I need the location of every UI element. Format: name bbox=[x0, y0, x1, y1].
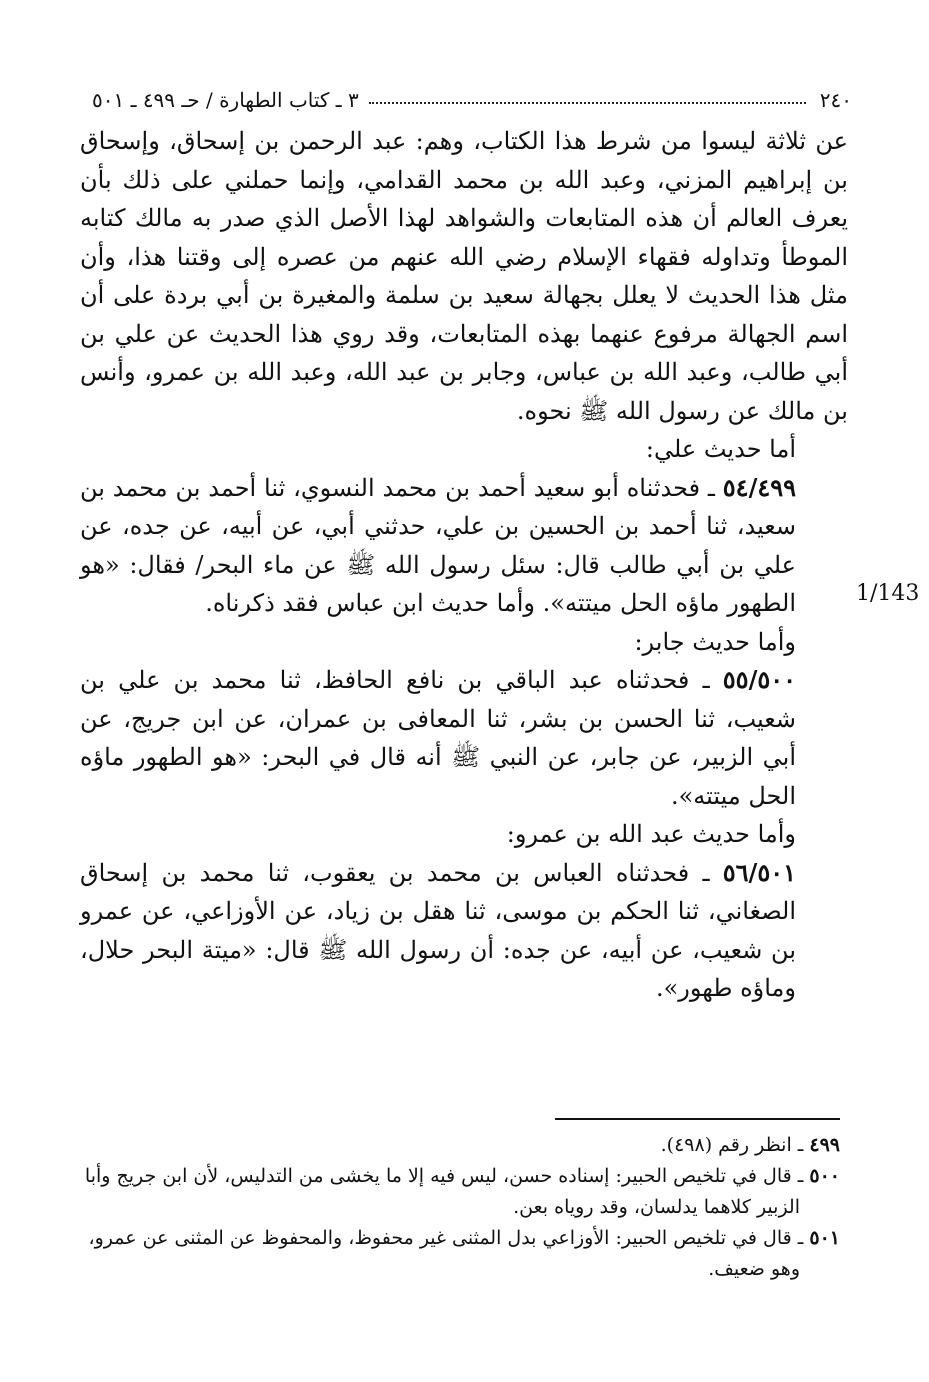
footnote-501-continued: وهو ضعيف. bbox=[708, 1258, 800, 1280]
hadith-500 bbox=[80, 661, 848, 815]
hadith-number-499: ٥٤/٤٩٩ bbox=[722, 472, 796, 502]
hadith-499 bbox=[80, 469, 848, 623]
footnotes bbox=[80, 1130, 840, 1285]
margin-manuscript-reference: 1/143 bbox=[856, 581, 920, 606]
main-text bbox=[80, 122, 848, 1008]
hadith-text-501: ـ فحدثناه العباس بن محمد بن يعقوب، ثنا محمد بن إسحاق الصغاني، ثنا الحكم بن موسى، ثنا هقل بن زياد، عن الأوزاعي، عن عمرو بن شعيب، عن أبيه، عن جده: أن رسول الله ﷺ قال: «ميتة البحر حلال، وماؤه طهور». bbox=[80, 858, 796, 1002]
running-title: ٣ ـ كتاب الطهارة / حـ ٤٩٩ ـ ٥٠١ bbox=[92, 88, 359, 112]
page-header bbox=[92, 78, 852, 112]
hadith-text-499: ـ فحدثناه أبو سعيد أحمد بن محمد النسوي، ثنا أحمد بن محمد بن سعيد، ثنا أحمد بن الحسين بن علي، حدثني أبي، عن أبيه، عن جده، عن علي بن أبي طالب قال: سئل رسول الله ﷺ عن ماء البحر/ فقال: «هو الطهور ماؤه الحل ميتته». وأما حديث ابن عباس فقد ذكرناه. bbox=[80, 473, 796, 617]
hadith-number-501: ٥٦/٥٠١ bbox=[722, 857, 796, 887]
footnote-499 bbox=[80, 1130, 840, 1161]
heading-hadith-ali: أما حديث علي: bbox=[645, 435, 796, 463]
hadith-number-500: ٥٥/٥٠٠ bbox=[722, 665, 796, 694]
footnote-500-continued: الزبير كلاهما يدلسان، وقد روياه بعن. bbox=[513, 1196, 800, 1218]
heading-hadith-abdullah-bin-amr: وأما حديث عبد الله بن عمرو: bbox=[506, 820, 796, 848]
footnote-number-499: ٤٩٩ bbox=[809, 1134, 840, 1156]
header-leader-dots bbox=[369, 102, 806, 104]
footnote-500 bbox=[80, 1161, 840, 1192]
intro-paragraph: عن ثلاثة ليسوا من شرط هذا الكتاب، وهم: عبد الرحمن بن إسحاق، وإسحاق بن إبراهيم المزني، وعبد الله بن محمد القدامي، وإنما حملني على ذلك بأن يعرف العالم أن هذه المتابعات والشواهد لهذا الأصل الذي صدر به مالك كتابه الموطأ وتداوله فقهاء الإسلام رضي الله عنهم من عصره إلى وقتنا هذا، وأن مثل هذا الحديث لا يعلل بجهالة سعيد بن سلمة والمغيرة بن أبي بردة على أن اسم الجهالة مرفوع عنهما بهذه المتابعات، وقد روي هذا الحديث عن علي بن أبي طالب، وعبد الله بن عباس، وجابر بن عبد الله، وعبد الله بن عمرو، وأنس بن مالك عن رسول الله ﷺ نحوه. bbox=[80, 127, 848, 425]
hadith-501 bbox=[80, 854, 848, 1008]
page-number: ٢٤٠ bbox=[819, 88, 852, 112]
heading-hadith-jabir: وأما حديث جابر: bbox=[634, 627, 796, 656]
footnote-501 bbox=[80, 1223, 840, 1254]
footnote-text-499: ـ انظر رقم (٤٩٨). bbox=[660, 1134, 804, 1156]
footnote-number-501: ٥٠١ bbox=[809, 1227, 840, 1249]
footnote-text-501: ـ قال في تلخيص الحبير: الأوزاعي بدل المثنى غير محفوظ، والمحفوظ عن المثنى عن عمرو، bbox=[88, 1227, 804, 1249]
hadith-text-500: ـ فحدثناه عبد الباقي بن نافع الحافظ، ثنا محمد بن علي بن شعيب، ثنا الحسن بن بشر، ثنا المعافى بن عمران، عن ابن جريج، عن أبي الزبير، عن جابر، عن النبي ﷺ أنه قال في البحر: «هو الطهور ماؤه الحل ميتته». bbox=[80, 666, 796, 810]
footnote-number-500: ٥٠٠ bbox=[809, 1165, 840, 1187]
footnote-separator bbox=[555, 1118, 840, 1120]
footnote-text-500: ـ قال في تلخيص الحبير: إسناده حسن، ليس فيه إلا ما يخشى من التدليس، لأن ابن جريج وأبا bbox=[84, 1165, 804, 1187]
